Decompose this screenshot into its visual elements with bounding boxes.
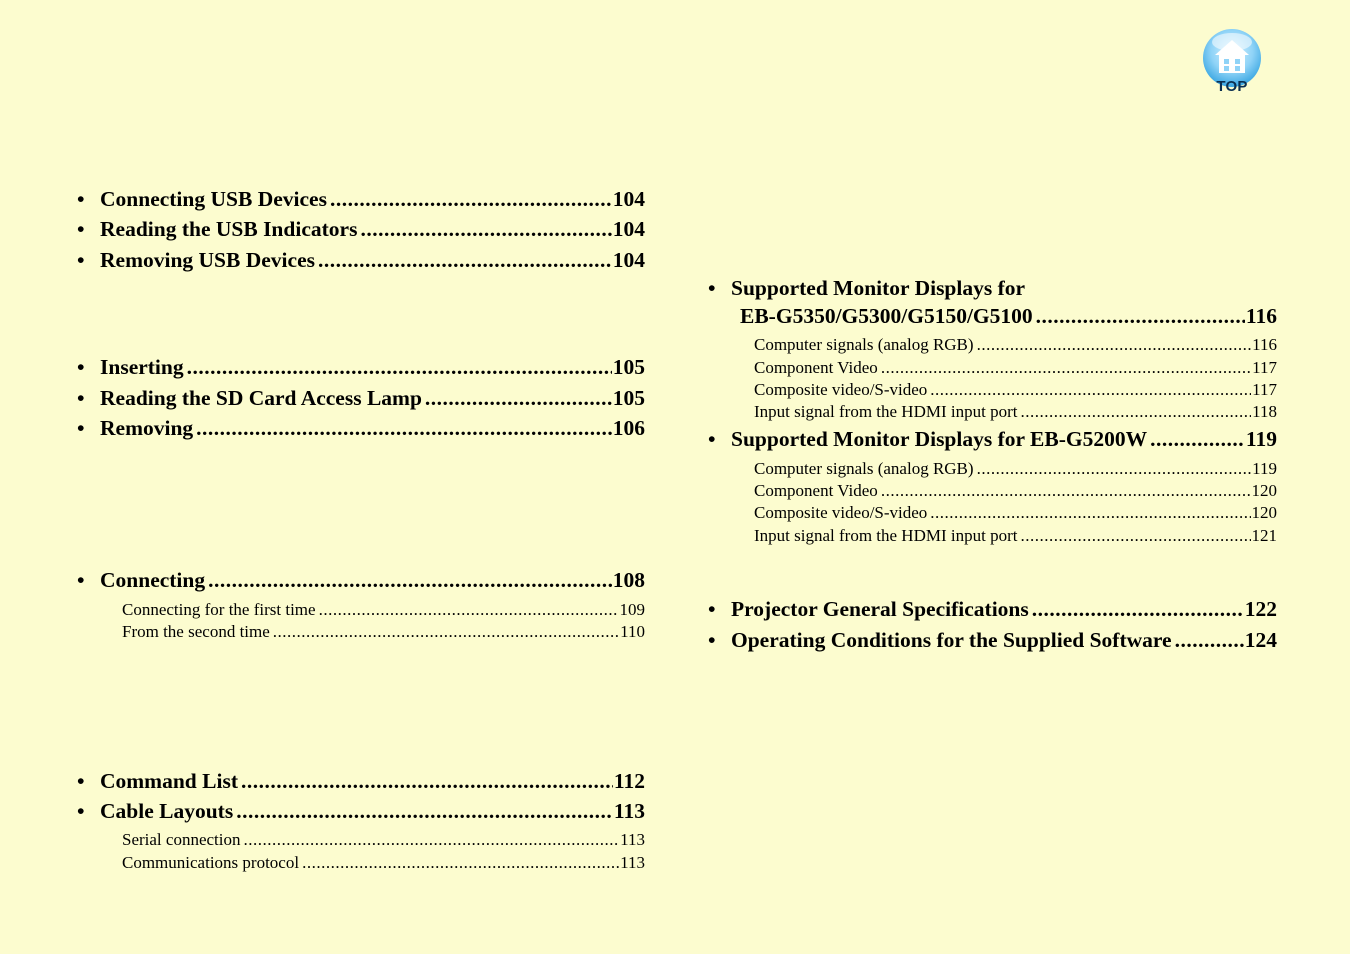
- leader-dots: [1036, 306, 1245, 328]
- toc-subentry-page: 118: [1252, 402, 1277, 421]
- toc-entry-title: Removing USB Devices: [100, 248, 315, 272]
- toc-subentry-title: Component Video: [754, 481, 878, 500]
- toc-entry-page: 122: [1244, 597, 1277, 621]
- toc-entry-page: 113: [613, 799, 645, 823]
- toc-subentry-page: 117: [1252, 358, 1277, 377]
- toc-entry-connecting[interactable]: • Connecting ..... 108: [77, 570, 645, 592]
- leader-dots: [425, 388, 612, 410]
- leader-dots: [1032, 599, 1244, 621]
- toc-subentry-hdmi-input-2[interactable]: [754, 527, 1277, 544]
- toc-subentry-page: 117: [1252, 380, 1277, 399]
- toc-entry-monitor-g5350-line1[interactable]: • Supported Monitor Displays for: [708, 276, 1026, 300]
- leader-dots: [273, 623, 619, 640]
- toc-entry-title: Projector General Specifications: [731, 597, 1029, 621]
- leader-dots: [330, 189, 612, 211]
- leader-dots: [319, 601, 619, 618]
- toc-entry-page: 104: [612, 187, 645, 211]
- toc-subentry-component-video-2[interactable]: [754, 482, 1277, 499]
- leader-dots: [1150, 429, 1245, 451]
- toc-subentry-title: Communications protocol: [122, 853, 300, 872]
- toc-entry-page: 104: [612, 248, 645, 272]
- toc-entry-title: Supported Monitor Displays for: [731, 276, 1026, 300]
- toc-subentry-title: Input signal from the HDMI input port: [754, 402, 1018, 421]
- toc-subentry-title: Connecting for the first time: [122, 600, 316, 619]
- leader-dots: [977, 460, 1252, 477]
- toc-entry-page: 106: [612, 416, 645, 440]
- toc-subentry-composite-video-2[interactable]: [754, 504, 1277, 521]
- toc-entry-inserting[interactable]: • Inserting ..... 105: [77, 357, 645, 379]
- toc-entry-title: Operating Conditions for the Supplied Software: [731, 628, 1172, 652]
- toc-subentry-page: 113: [620, 830, 645, 849]
- toc-entry-page: 124: [1244, 628, 1277, 652]
- toc-entry-title: Supported Monitor Displays for EB-G5200W: [731, 427, 1148, 451]
- toc-subentry-title: Composite video/S-video: [754, 380, 928, 399]
- leader-dots: [302, 854, 619, 871]
- leader-dots: [208, 570, 612, 592]
- toc-subentry-page: 109: [619, 600, 645, 619]
- toc-entry-title: Connecting USB Devices: [100, 187, 327, 211]
- toc-subentry-page: 110: [620, 622, 645, 641]
- toc-entry-reading-sd-lamp[interactable]: • Reading the SD Card Access Lamp ..... 105: [77, 388, 645, 410]
- toc-subentry-page: 119: [1252, 459, 1277, 478]
- toc-entry-projector-specs[interactable]: • Projector General Specifications ..... 122: [708, 599, 1277, 621]
- toc-subentry-component-video-1[interactable]: [754, 359, 1277, 376]
- leader-dots: [881, 482, 1251, 499]
- leader-dots: [930, 504, 1250, 521]
- toc-entry-page: 112: [613, 769, 645, 793]
- leader-dots: [187, 357, 612, 379]
- leader-dots: [241, 771, 613, 793]
- leader-dots: [1175, 630, 1244, 652]
- toc-entry-page: 119: [1245, 427, 1277, 451]
- toc-entry-cable-layouts[interactable]: • Cable Layouts ..... 113: [77, 801, 645, 823]
- toc-subentry-serial-connection[interactable]: [122, 831, 645, 848]
- toc-entry-title: Command List: [100, 769, 238, 793]
- toc-subentry-second-time[interactable]: [122, 623, 645, 640]
- toc-entry-removing[interactable]: • Removing ..... 106: [77, 418, 645, 440]
- leader-dots: [244, 831, 620, 848]
- toc-subentry-hdmi-input-1[interactable]: [754, 403, 1277, 420]
- toc-subentry-page: 116: [1252, 335, 1277, 354]
- toc-subentry-communications-protocol[interactable]: [122, 854, 645, 871]
- toc-subentry-title: From the second time: [122, 622, 270, 641]
- toc-subentry-first-time[interactable]: [122, 601, 645, 618]
- toc-entry-monitor-g5200w[interactable]: • Supported Monitor Displays for EB-G5200W ..... 119: [708, 429, 1277, 451]
- toc-subentry-title: Serial connection: [122, 830, 241, 849]
- toc-entry-operating-conditions[interactable]: • Operating Conditions for the Supplied Software ..... 124: [708, 630, 1277, 652]
- leader-dots: [318, 250, 612, 272]
- toc-entry-title: Reading the SD Card Access Lamp: [100, 386, 422, 410]
- toc-entry-title: Removing: [100, 416, 194, 440]
- toc-entry-command-list[interactable]: • Command List ..... 112: [77, 771, 645, 793]
- toc-entry-removing-usb-devices[interactable]: • Removing USB Devices ..... 104: [77, 250, 645, 272]
- toc-entry-title: Cable Layouts: [100, 799, 234, 823]
- toc-entry-connecting-usb-devices[interactable]: • Connecting USB Devices ..... 104: [77, 189, 645, 211]
- toc-subentry-title: Input signal from the HDMI input port: [754, 526, 1018, 545]
- toc-entry-reading-usb-indicators[interactable]: • Reading the USB Indicators ..... 104: [77, 219, 645, 241]
- toc-subentry-page: 113: [620, 853, 645, 872]
- toc-subentry-title: Composite video/S-video: [754, 503, 928, 522]
- toc-entry-page: 105: [612, 386, 645, 410]
- toc-entry-title: Connecting: [100, 568, 206, 592]
- leader-dots: [1020, 403, 1251, 420]
- leader-dots: [236, 801, 613, 823]
- toc-entry-page: 105: [612, 355, 645, 379]
- toc-entry-title: EB-G5350/G5300/G5150/G5100: [740, 304, 1033, 328]
- toc-subentry-page: 120: [1251, 481, 1277, 500]
- toc-subentry-title: Computer signals (analog RGB): [754, 459, 974, 478]
- top-button[interactable]: [1198, 26, 1266, 98]
- toc-entry-page: 108: [612, 568, 645, 592]
- toc-entry-page: 116: [1245, 304, 1277, 328]
- top-label: TOP: [1216, 78, 1248, 95]
- leader-dots: [360, 219, 611, 241]
- toc-subentry-computer-signals-1[interactable]: [754, 336, 1277, 353]
- toc-entry-page: 104: [612, 217, 645, 241]
- toc-subentry-composite-video-1[interactable]: [754, 381, 1277, 398]
- toc-entry-monitor-g5350-line2[interactable]: [740, 306, 1277, 328]
- leader-dots: [881, 359, 1251, 376]
- toc-subentry-page: 121: [1251, 526, 1277, 545]
- toc-subentry-title: Computer signals (analog RGB): [754, 335, 974, 354]
- toc-subentry-computer-signals-2[interactable]: [754, 460, 1277, 477]
- leader-dots: [1020, 527, 1250, 544]
- leader-dots: [196, 418, 612, 440]
- toc-entry-title: Inserting: [100, 355, 184, 379]
- leader-dots: [930, 381, 1251, 398]
- toc-subentry-page: 120: [1251, 503, 1277, 522]
- leader-dots: [977, 336, 1252, 353]
- toc-subentry-title: Component Video: [754, 358, 878, 377]
- toc-entry-title: Reading the USB Indicators: [100, 217, 358, 241]
